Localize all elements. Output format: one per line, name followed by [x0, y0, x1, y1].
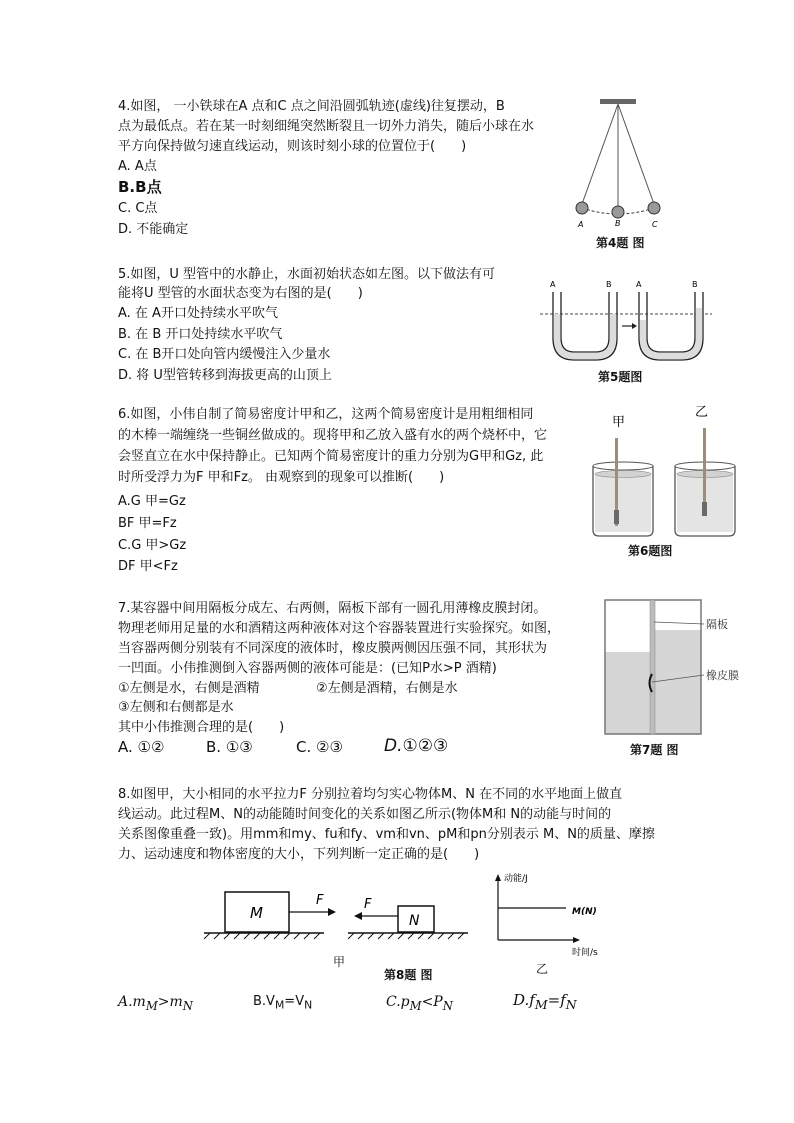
- partition-label: 隔板: [706, 618, 728, 631]
- q5-line-1: 5.如图，U 型管中的水静止，水面初始状态如左图。以下做法有可: [118, 267, 496, 282]
- q7-choice-3: ③左侧和右侧都是水: [118, 700, 234, 715]
- q7-question: 其中小伟推测合理的是( ): [118, 720, 285, 735]
- membrane-label: 橡皮膜: [706, 669, 739, 682]
- graph-series-label: M(N): [572, 907, 597, 917]
- force-label-2: F: [364, 897, 372, 912]
- u-tube-left-label-b: B: [606, 280, 612, 289]
- q8-option-d: $D.f_M=f_N$: [513, 991, 577, 1012]
- graph-ylabel: 动能/J: [504, 874, 528, 884]
- density-meter-figure: [588, 402, 748, 542]
- q7-choice-2: ②左侧是酒精，右侧是水: [316, 681, 458, 696]
- q4-option-b: B.B点: [118, 178, 162, 196]
- q6-option-d: DF 甲<Fz: [118, 559, 178, 574]
- q8-line-3: 关系图像重叠一致)。用mm和my、fu和fy、vm和vn、pM和pn分别表示 M、N的质量、摩擦: [118, 827, 655, 842]
- q4-line-2: 点为最低点。若在某一时刻细绳突然断裂且一切外力消失，随后小球在水: [118, 119, 535, 134]
- u-tube-left-label-a: A: [550, 280, 556, 289]
- q8-caption: 第8题 图: [384, 968, 433, 982]
- q6-line-3: 会竖直立在水中保持静止。已知两个简易密度计的重力分别为G甲和Gz, 此: [118, 449, 544, 464]
- q7-line-3: 当容器两侧分别装有不同深度的液体时，橡皮膜两侧因压强不同，其形状为: [118, 641, 548, 656]
- q4-option-a: A. A点: [118, 159, 157, 174]
- q4-line-1: 4.如图， 一小铁球在A 点和C 点之间沿圆弧轨迹(虚线)往复摆动，B: [118, 99, 505, 114]
- beaker-label-jia: 甲: [612, 415, 626, 430]
- q6-option-b: BF 甲=Fz: [118, 516, 177, 531]
- q5-option-d: D. 将 U型管转移到海拔更高的山顶上: [118, 368, 332, 383]
- figure-label-jia: 甲: [333, 955, 346, 969]
- q6-option-a: A.G 甲=Gz: [118, 494, 186, 509]
- force-label-1: F: [316, 893, 324, 908]
- blocks-figure: [200, 882, 470, 944]
- q5-caption: 第5题图: [598, 370, 643, 384]
- q7-choice-1: ①左侧是水，右侧是酒精: [118, 681, 260, 696]
- u-tube-right-label-b: B: [692, 280, 698, 289]
- pendulum-label-a: A: [578, 220, 584, 229]
- pendulum-figure: [560, 96, 680, 232]
- q8-option-b: $B.V_M=V_N$: [253, 994, 313, 1012]
- block-n-label: N: [409, 913, 420, 929]
- q8-line-2: 线运动。此过程M、N的动能随时间变化的关系如图乙所示(物体M和 N的动能与时间的: [118, 807, 612, 822]
- q4-caption: 第4题 图: [596, 236, 645, 250]
- q4-option-c: C. C点: [118, 201, 158, 216]
- q5-option-a: A. 在 A开口处持续水平吹气: [118, 306, 278, 321]
- q6-line-2: 的木棒一端缠绕一些铜丝做成的。现将甲和乙放入盛有水的两个烧杯中，它: [118, 428, 548, 443]
- graph-xlabel: 时间/s: [572, 948, 598, 958]
- container-figure: [604, 600, 764, 738]
- q6-line-1: 6.如图，小伟自制了简易密度计甲和乙，这两个简易密度计是用粗细相同: [118, 407, 534, 422]
- beaker-label-yi: 乙: [695, 405, 709, 420]
- energy-time-graph: [490, 870, 620, 958]
- q5-option-c: C. 在 B开口处向管内缓慢注入少量水: [118, 347, 331, 362]
- u-tube-right-label-a: A: [636, 280, 642, 289]
- q7-option-a: A. ①②: [118, 738, 165, 756]
- u-tube-figure: [540, 276, 712, 366]
- q8-line-1: 8.如图甲，大小相同的水平拉力F 分别拉着均匀实心物体M、N 在不同的水平地面上做直: [118, 787, 623, 802]
- q7-option-b: B. ①③: [206, 738, 253, 756]
- q7-line-2: 物理老师用足量的水和酒精这两种液体对这个容器装置进行实验探究。如图，: [118, 621, 561, 636]
- q7-line-1: 7.某容器中间用隔板分成左、右两侧，隔板下部有一圆孔用薄橡皮膜封闭。: [118, 601, 547, 616]
- q4-option-d: D. 不能确定: [118, 222, 189, 237]
- q4-line-3: 平方向保持做匀速直线运动，则该时刻小球的位置位于( ): [118, 139, 467, 154]
- q7-caption: 第7题 图: [630, 743, 679, 757]
- q5-line-2: 能将U 型管的水面状态变为右图的是( ): [118, 286, 363, 301]
- q8-line-4: 力、运动速度和物体密度的大小，下列判断一定正确的是( ): [118, 847, 480, 862]
- q7-line-4: 一凹面。小伟推测倒入容器两侧的液体可能是：(已知P水>P 酒精): [118, 661, 497, 676]
- q8-option-c: $C.p_M<P_N$: [386, 994, 453, 1013]
- q7-option-c: C. ②③: [296, 738, 343, 756]
- q5-option-b: B. 在 B 开口处持续水平吹气: [118, 327, 283, 342]
- block-m-label: M: [250, 904, 263, 922]
- q6-option-c: C.G 甲>Gz: [118, 538, 187, 553]
- pendulum-label-c: C: [652, 220, 658, 229]
- pendulum-label-b: B: [615, 219, 621, 228]
- figure-label-yi: 乙: [536, 962, 549, 976]
- q6-caption: 第6题图: [628, 544, 673, 558]
- q8-option-a: $A.m_M>m_N$: [118, 994, 193, 1013]
- q7-option-d: D.①②③: [384, 736, 449, 756]
- q6-line-4: 时所受浮力为F 甲和Fz。 由观察到的现象可以推断( ): [118, 470, 445, 485]
